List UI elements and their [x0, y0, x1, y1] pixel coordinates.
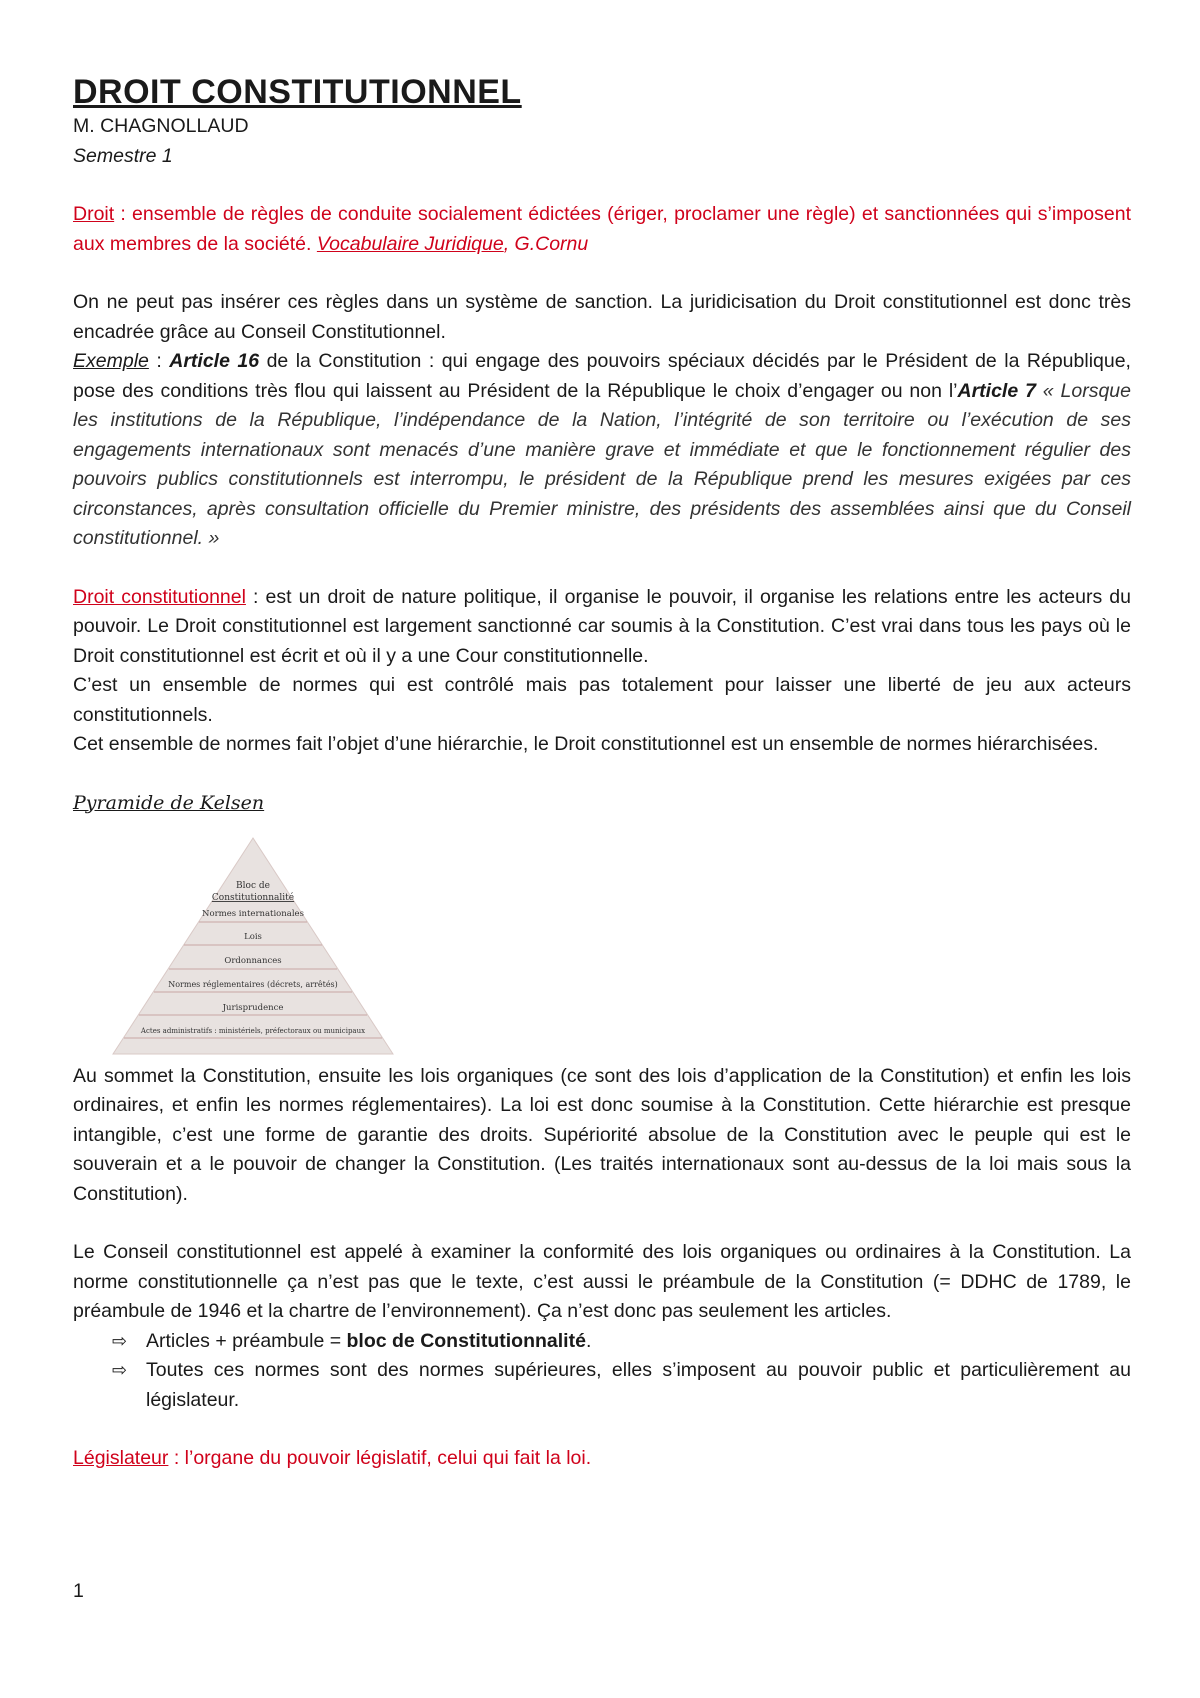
semester: Semestre 1	[73, 144, 173, 167]
document-title: DROIT CONSTITUTIONNEL	[73, 73, 522, 111]
page-number: 1	[73, 1580, 84, 1602]
definition-droit-constitutionnel: Droit constitutionnel : est un droit de nature politique, il organise le pouvoir, il organise les relations entre les acteurs du pouvoir. Le Droit constitutionnel est largement sanctionné car soumis à la Constitution. C’est vrai dans tous les pays où le Droit constitutionnel est écrit et où il y a une Cour constitutionnelle.	[73, 585, 1131, 667]
paragraph-3: Cet ensemble de normes fait l’objet d’une hiérarchie, le Droit constitutionnel est un ensemble de normes hiérarchisées.	[73, 733, 1099, 755]
pyramid-level: Constitutionnalité	[211, 892, 295, 903]
source-title: Vocabulaire Juridique	[316, 232, 504, 255]
paragraph-4: Au sommet la Constitution, ensuite les lois organiques (ce sont des lois d’application de la Constitution) et enfin les lois ordinaires, et enfin les normes réglementaires). La loi est donc soumise à la Constitution. Cette hiérarchie est presque intangible, c’est une forme de garantie des droits. Supériorité absolue de la Constitution avec le peuple qui est le souverain et a le pouvoir de changer la Constitution. (Les traités internationaux sont au-dessus de la loi mais sous la Constitution).	[73, 1064, 1131, 1205]
example-label: Exemple	[73, 350, 149, 372]
pyramid-level: Actes administratifs : ministériels, préfectoraux ou municipaux	[140, 1026, 366, 1035]
article-7: Article 7	[957, 379, 1036, 402]
paragraph-1: On ne peut pas insérer ces règles dans un système de sanction. La juridicisation du Droit constitutionnel est donc très encadrée grâce au Conseil Constitutionnel.	[73, 291, 1131, 343]
pyramid-level: Jurisprudence	[222, 1002, 284, 1013]
article-7-quote: « Lorsque les institutions de la République, l’indépendance de la Nation, l’intégrité de son territoire ou l’exécution de ses engagements internationaux sont menacés d’une manière grave et immédiate et que le fonctionnement régulier des pouvoirs publics constitutionnels est interrompu, le président de la République prend les mesures exigées par ces circonstances, après consultation officielle du Premier ministre, des présidents des assemblées ainsi que du Conseil constitutionnel. »	[73, 379, 1131, 549]
term-legislateur: Législateur	[73, 1447, 169, 1469]
term-droit-constitutionnel: Droit constitutionnel	[73, 585, 246, 608]
paragraph-5: Le Conseil constitutionnel est appelé à examiner la conformité des lois organiques ou ordinaires à la Constitution. La norme constitutionnelle ça n’est pas que le texte, c’est aussi le préambule de la Constitution (= DDHC de 1789, le préambule de 1946 et la chartre de l’environnement). Ça n’est donc pas seulement les articles.	[73, 1241, 1131, 1322]
figure-title: Pyramide de Kelsen	[73, 791, 265, 814]
pyramid-level: Normes réglementaires (décrets, arrêtés)	[168, 979, 338, 989]
term-droit: Droit	[73, 203, 115, 225]
definition-droit: Droit : ensemble de règles de conduite socialement édictées (ériger, proclamer une règle) et sanctionnées qui s’imposent aux membres de la société. Vocabulaire Juridique, G.Cornu	[73, 203, 1131, 255]
conclusion-list	[73, 1327, 1131, 1416]
arrow-right-icon: ⇨	[112, 1360, 128, 1380]
paragraph-2: C’est un ensemble de normes qui est contrôlé mais pas totalement pour laisser une liberté de jeu aux acteurs constitutionnels.	[73, 674, 1131, 726]
kelsen-pyramid	[103, 832, 403, 1062]
arrow-right-icon: ⇨	[112, 1330, 128, 1351]
pyramid-shape	[113, 838, 393, 1054]
article-16: Article 16	[169, 350, 260, 372]
list-item: ⇨ Articles + préambule = bloc de Constitutionnalité.	[112, 1327, 1131, 1357]
pyramid-level: Ordonnances	[224, 955, 282, 966]
definition-legislateur: Législateur : l’organe du pouvoir législatif, celui qui fait la loi.	[73, 1447, 592, 1469]
pyramid-level: Normes internationales	[202, 908, 304, 919]
example-paragraph: Exemple : Article 16 de la Constitution : qui engage des pouvoirs spéciaux décidés par le Président de la République, pose des conditions très flou qui laissent au Président de la République le choix d’engager ou non l’Article 7 « Lorsque les institutions de la République, l’indépendance de la Nation, l’intégrité de son territoire ou l’exécution de ses engagements internationaux sont menacés d’une manière grave et immédiate et que le fonctionnement régulier des pouvoirs publics constitutionnels est interrompu, le président de la République prend les mesures exigées par ces circonstances, après consultation officielle du Premier ministre, des présidents des assemblées ainsi que du Conseil constitutionnel. »	[73, 350, 1131, 549]
pyramid-level: Lois	[244, 931, 262, 942]
document-page	[73, 72, 1131, 1474]
list-item: ⇨ Toutes ces normes sont des normes supérieures, elles s’imposent au pouvoir public et particulièrement au législateur.	[112, 1356, 1131, 1415]
pyramid-level: Bloc de	[236, 880, 270, 891]
author: M. CHAGNOLLAUD	[73, 115, 249, 137]
source-author: , G.Cornu	[503, 232, 589, 255]
